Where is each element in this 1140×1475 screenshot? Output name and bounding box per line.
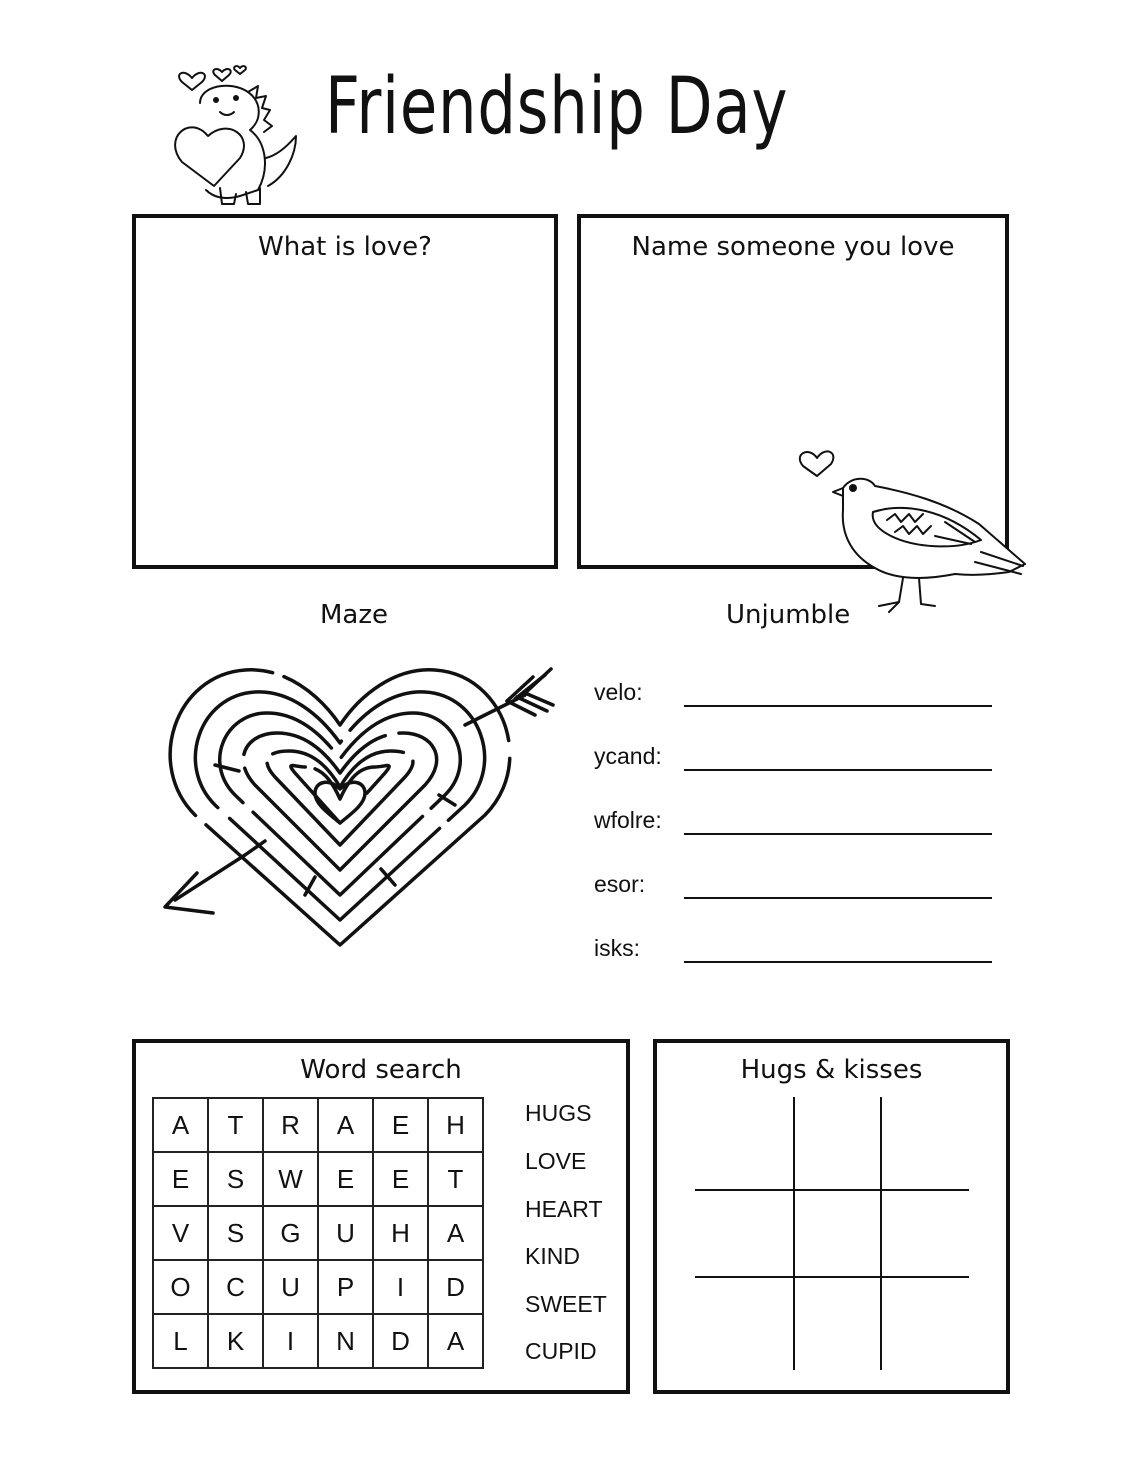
- unjumble-word: esor:: [594, 871, 646, 897]
- word-search-cell[interactable]: K: [208, 1314, 263, 1368]
- word-search-cell[interactable]: C: [208, 1260, 263, 1314]
- word-search-cell[interactable]: E: [318, 1152, 373, 1206]
- word-search-cell[interactable]: A: [318, 1098, 373, 1152]
- word-search-cell[interactable]: U: [263, 1260, 318, 1314]
- tic-tac-toe-title: Hugs & kisses: [740, 1055, 923, 1085]
- word-search-cell[interactable]: S: [208, 1152, 263, 1206]
- word-search-cell[interactable]: S: [208, 1206, 263, 1260]
- word-search-cell[interactable]: R: [263, 1098, 318, 1152]
- word-search-cell[interactable]: U: [318, 1206, 373, 1260]
- word-search-cell[interactable]: V: [153, 1206, 208, 1260]
- unjumble-word: isks:: [594, 935, 640, 961]
- word-search-cell[interactable]: G: [263, 1206, 318, 1260]
- word-search-cell[interactable]: P: [318, 1260, 373, 1314]
- name-someone-title: Name someone you love: [631, 232, 955, 262]
- word-search-cell[interactable]: H: [373, 1206, 428, 1260]
- word-search-cell[interactable]: W: [263, 1152, 318, 1206]
- word-search-cell[interactable]: T: [428, 1152, 483, 1206]
- word-search-cell[interactable]: A: [153, 1098, 208, 1152]
- word-search-word: LOVE: [525, 1148, 587, 1174]
- unjumble-title: Unjumble: [726, 600, 851, 630]
- unjumble-answer-line[interactable]: [684, 897, 992, 899]
- word-search-cell[interactable]: L: [153, 1314, 208, 1368]
- word-search-cell[interactable]: O: [153, 1260, 208, 1314]
- what-is-love-box[interactable]: [132, 214, 558, 569]
- word-search-cell[interactable]: E: [153, 1152, 208, 1206]
- word-search-cell[interactable]: I: [263, 1314, 318, 1368]
- word-search-word: SWEET: [525, 1291, 607, 1317]
- what-is-love-title: What is love?: [258, 232, 432, 262]
- word-search-word: HEART: [525, 1196, 603, 1222]
- word-search-cell[interactable]: A: [428, 1206, 483, 1260]
- dinosaur-heart-illustration: [170, 58, 305, 206]
- word-search-cell[interactable]: D: [373, 1314, 428, 1368]
- word-search-cell[interactable]: I: [373, 1260, 428, 1314]
- word-search-word: CUPID: [525, 1338, 597, 1364]
- unjumble-word: ycand:: [594, 743, 662, 769]
- tic-tac-toe-grid[interactable]: [693, 1097, 971, 1372]
- word-search-cell[interactable]: D: [428, 1260, 483, 1314]
- word-search-word: KIND: [525, 1243, 580, 1269]
- word-search-cell[interactable]: H: [428, 1098, 483, 1152]
- unjumble-answer-line[interactable]: [684, 705, 992, 707]
- unjumble-answer-line[interactable]: [684, 769, 992, 771]
- unjumble-word: wfolre:: [594, 807, 662, 833]
- word-search-cell[interactable]: N: [318, 1314, 373, 1368]
- unjumble-answer-line[interactable]: [684, 833, 992, 835]
- word-search-cell[interactable]: A: [428, 1314, 483, 1368]
- maze-title: Maze: [320, 600, 389, 630]
- word-search-grid[interactable]: [152, 1097, 484, 1369]
- unjumble-word: velo:: [594, 679, 643, 705]
- bird-illustration: [795, 440, 1030, 615]
- page-title: Friendship Day: [325, 62, 789, 152]
- word-search-word: HUGS: [525, 1100, 592, 1126]
- word-search-title: Word search: [300, 1055, 462, 1085]
- word-search-cell[interactable]: T: [208, 1098, 263, 1152]
- word-search-cell[interactable]: E: [373, 1152, 428, 1206]
- heart-maze[interactable]: [155, 655, 575, 960]
- word-search-cell[interactable]: E: [373, 1098, 428, 1152]
- unjumble-answer-line[interactable]: [684, 961, 992, 963]
